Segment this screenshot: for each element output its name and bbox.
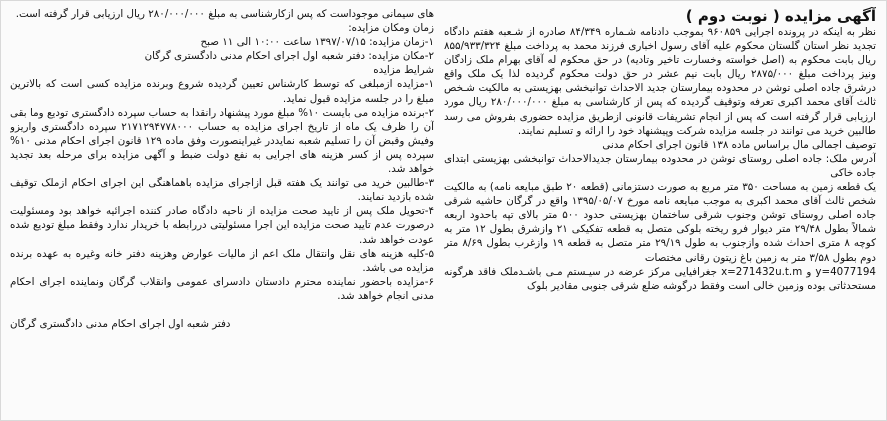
property-address: آدرس ملک: جاده اصلی روستای توشن در محدوده بیمارستان جدیدالاحداث توانبخشی بهزیستی ابتدای جاده خاکی [444, 152, 876, 179]
conditions-heading: شرایط مزایده [373, 64, 434, 77]
notice-title: آگهی مزایده ( نوبت دوم ) [685, 7, 876, 25]
notice-right-column [444, 7, 876, 417]
property-description: یک قطعه زمین به مساحت ۳۵۰ متر مربع به صورت دستزمانی (قطعه ۲۰ طبق مبایعه نامه) به مالکیت شخص ثالث آقای محمد اکبری به موجب مبایعه نامه مورخ ۱۳۹۵/۰۵/۰۷ واقع در گرگان حاشیه شرقی جاده اصلی روستای توشن وجنوب شرقی ساختمان بهزیستی حدود ۵۰۰ متر بالای تپه باحدود اربعه شمالاً بطول ۲۹/۴۸ متر دیوار فرو ریخته بلوکی متصل به قطعه تفکیکی ۲۱ وازشرق بطول ۱۲ متر به کوچه ۸ متری احداث شده وازجنوب به طول ۲۹/۱۹ متر متصل به قطعه ۱۹ وازغرب بطول ۸/۶۹ متر دوم بطول ۳/۵۸ متر به زمین باغ زیتون رقانی مختصات [444, 181, 876, 264]
condition-3: ۳-طالبین خرید می توانند یک هفته قبل ازاجرای مزایده باهماهنگی این اجرای احکام ازملک توقیف شده بازدید نمایند. [10, 177, 434, 204]
condition-4: ۴-تحویل ملک پس از تایید صحت مزایده از ناحیه دادگاه صادر کننده اجرائیه خواهد بود ومسئولیت درصورت عدم تایید صحت مزایده این اجرا مسئولیتی دررابطه با خریدار ندارد وفقط مبلغ تودیع شده عودت خواهد شد. [10, 205, 434, 246]
appraisal-text: های سیمانی موجوداست که پس ازکارشناسی به مبلغ ۲۸۰/۰۰۰/۰۰۰ ریال ارزیابی قرار گرفته است. [15, 8, 434, 20]
time-place-heading: زمان ومکان مزایده: [348, 22, 434, 35]
office-signature: دفتر شعبه اول اجرای احکام مدنی دادگستری گرگان [10, 317, 231, 330]
condition-1: ۱-مزایده ازمبلغی که توسط کارشناس تعیین گردیده شروع وبرنده مزایده کسی است که بالاترین مبلغ را در جلسه مزایده قبول نماید. [10, 78, 434, 105]
notice-left-column [10, 7, 434, 417]
property-coordinates: y=4077194 و x=271432u.t.m جغرافیایی مرکز عرضه در سیـستم مـی باشـدملک فاقد هرگونه مستحدثاتی بوده وزمین خالی است وفقط درگوشه ضلع شرقی جنوبی مقادیر بلوک [444, 265, 876, 292]
condition-2: ۲-برنده مزایده می بایست ۱۰% مبلغ مورد پیشنهاد رانقدا به حساب سپرده دادگستری تودیع وما بقی آن را ظرف یک ماه از تاریخ اجرای مزایده به حساب ۲۱۷۱۲۹۴۷۷۸۰۰۰ سپرده دادگستری واریزو وفیش وقبض آن را تسلیم شعبه نمایددر غیراینصورت وفق ماده ۱۲۹ قانون اجرای احکام مدنی ۱۰% سپرده پس از کسر هزینه های اجرایی به نفع دولت ضبط و آگهی مزایده برای مرحله بعد تجدید خواهد شد. [10, 106, 434, 176]
property-summary-heading: توصیف اجمالی مال براساس ماده ۱۳۸ قانون اجرای احکام مدنی [602, 138, 876, 151]
auction-time: ۱-زمان مزایده: ۱۳۹۷/۰۷/۱۵ ساعت ۱۰:۰۰ الی ۱۱ صبح [200, 36, 434, 49]
condition-6: ۶-مزایده باحضور نماینده محترم دادستان دادسرای عمومی وانقلاب گرگان ونماینده اجرای احکام مدنی انجام خواهد شد. [10, 275, 434, 302]
condition-5: ۵-کلیه هزینه های نقل وانتقال ملک اعم از مالیات عوارض وهزینه دفتر خانه وغیره به عهده برنده مزایده می باشد. [10, 247, 434, 274]
case-description: نظر به اینکه در پرونده اجرایی ۹۶۰۸۵۹ بموجب دادنامه شـماره ۸۴/۳۴۹ صادره از شـعبه هفتم دادگاه تجدید نظر استان گلستان محکوم علیه آقای رسول اخباری فرزند محمد به پرداخت مبلغ ۸۵۵/۹۳۳/۳۲۴ ریال بابت محکوم به (اصل خواسته وخسارت تاخیر وتادیه) در حق محکوم له آقای بهرام ملک زادگان ونیز پرداخت مبلغ ۲۸۷۵/۰۰۰ ریال بابت نیم عشر در حق دولت محکوم گردیده لذا یک ملک واقع درشرق جاده اصلی توشن در محدوده بیمارستان جدید الاحداث توانبخشی بهزیستی به مالکیت شـخص ثالث آقای محمد اکبری تعرفه وتوقیف گردیده که پس از کارشناسی به مبلغ ۲۸۰/۰۰۰/۰۰۰ ریال مورد ارزیابی قرار گرفته است که پس از انجام تشریفات قانونی ازطریق مزایده حضوری بفروش می رسد طالبین خرید می توانند در جلسه مزایده شرکت وپیشنهاد خود را ارائه و تسلیم نمایند. [444, 26, 876, 137]
auction-place: ۲-مکان مزایده: دفتر شعبه اول اجرای احکام مدنی دادگستری گرگان [144, 50, 434, 63]
